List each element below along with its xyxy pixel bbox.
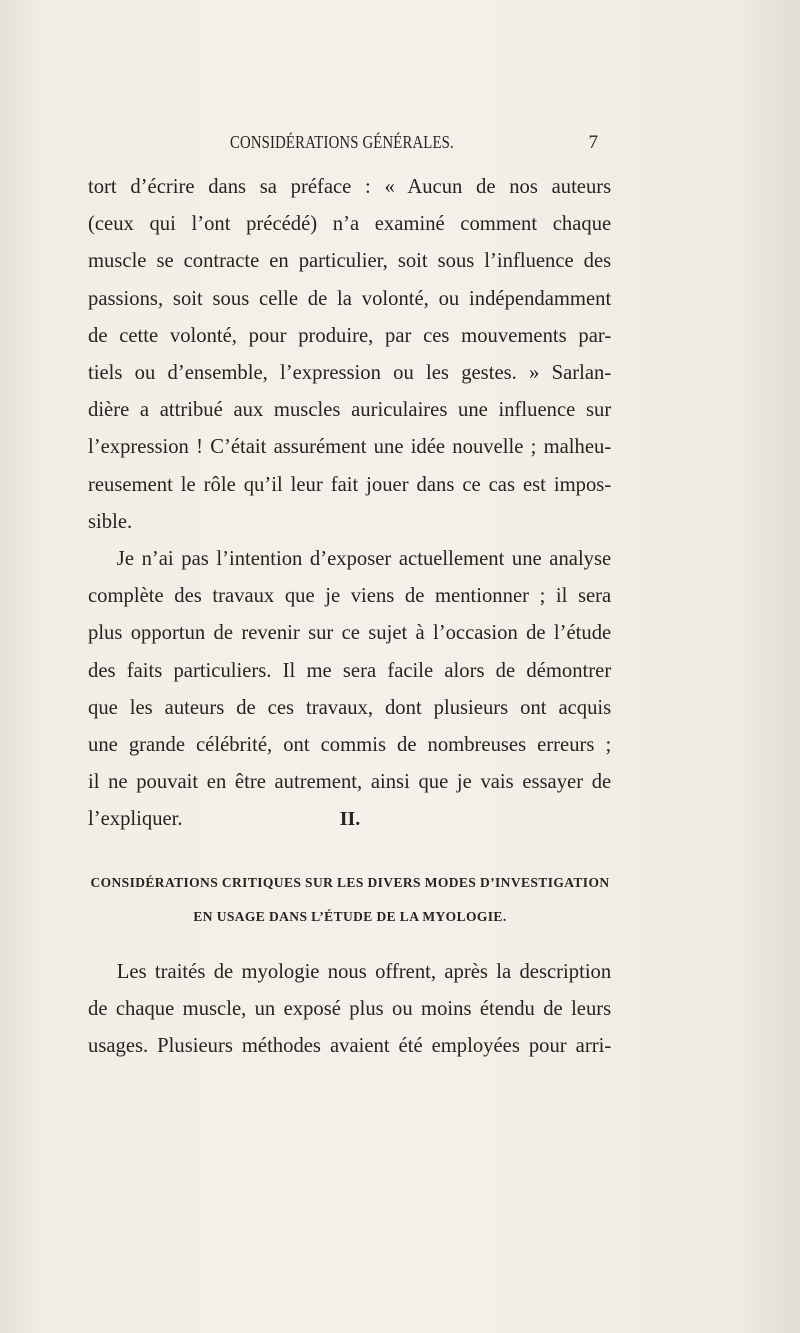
paragraph-1 — [88, 168, 612, 540]
text-line: sible. — [88, 508, 133, 533]
text-line: l’expliquer. — [88, 806, 183, 831]
running-head: CONSIDÉRATIONS GÉNÉRALES. — [230, 132, 454, 152]
text-line: de cette volonté, pour produire, par ces mouvements par- — [88, 322, 612, 347]
section-number: II. — [339, 808, 361, 830]
paragraph-3 — [88, 953, 612, 1065]
text-line: Je n’ai pas l’intention d’exposer actuellement une analyse — [116, 546, 612, 571]
text-line: l’expression ! C’était assurément une idée nouvelle ; malheu- — [88, 434, 612, 459]
text-line: dière a attribué aux muscles auriculaires une influence sur — [88, 397, 612, 422]
text-line: tort d’écrire dans sa préface : « Aucun de nos auteurs — [88, 174, 612, 198]
text-line: des faits particuliers. Il me sera facile alors de démontrer — [88, 657, 612, 682]
body-text-continued — [88, 953, 612, 1065]
text-line: tiels ou d’ensemble, l’expression ou les gestes. » Sarlan- — [88, 360, 612, 385]
paragraph-2 — [88, 540, 612, 838]
text-line: passions, soit sous celle de la volonté, ou indépendamment — [88, 285, 612, 310]
text-line: que les auteurs de ces travaux, dont plusieurs ont acquis — [88, 694, 612, 719]
text-line: usages. Plusieurs méthodes avaient été employées pour arri- — [88, 1033, 612, 1058]
page-number: 7 — [588, 132, 598, 153]
body-text — [88, 168, 612, 838]
text-line: (ceux qui l’ont précédé) n’a examiné comment chaque — [88, 211, 612, 236]
section-title — [88, 866, 612, 934]
text-line: complète des travaux que je viens de mentionner ; il sera — [88, 583, 612, 608]
text-line: une grande célébrité, ont commis de nombreuses erreurs ; — [88, 732, 612, 757]
text-line: Les traités de myologie nous offrent, après la description — [116, 959, 612, 983]
text-line: muscle se contracte en particulier, soit sous l’influence des — [88, 248, 612, 273]
text-line: reusement le rôle qu’il leur fait jouer dans ce cas est impos- — [88, 471, 612, 496]
text-line: de chaque muscle, un exposé plus ou moins étendu de leurs — [88, 996, 612, 1021]
section-title-line: EN USAGE DANS L’ÉTUDE DE LA MYOLOGIE. — [193, 909, 507, 924]
text-line: plus opportun de revenir sur ce sujet à l’occasion de l’étude — [88, 620, 612, 645]
page-header — [88, 128, 598, 162]
text-line: il ne pouvait en être autrement, ainsi que je vais essayer de — [88, 769, 612, 794]
section-title-line: CONSIDÉRATIONS CRITIQUES SUR LES DIVERS MODES D’INVESTIGATION — [90, 875, 610, 890]
